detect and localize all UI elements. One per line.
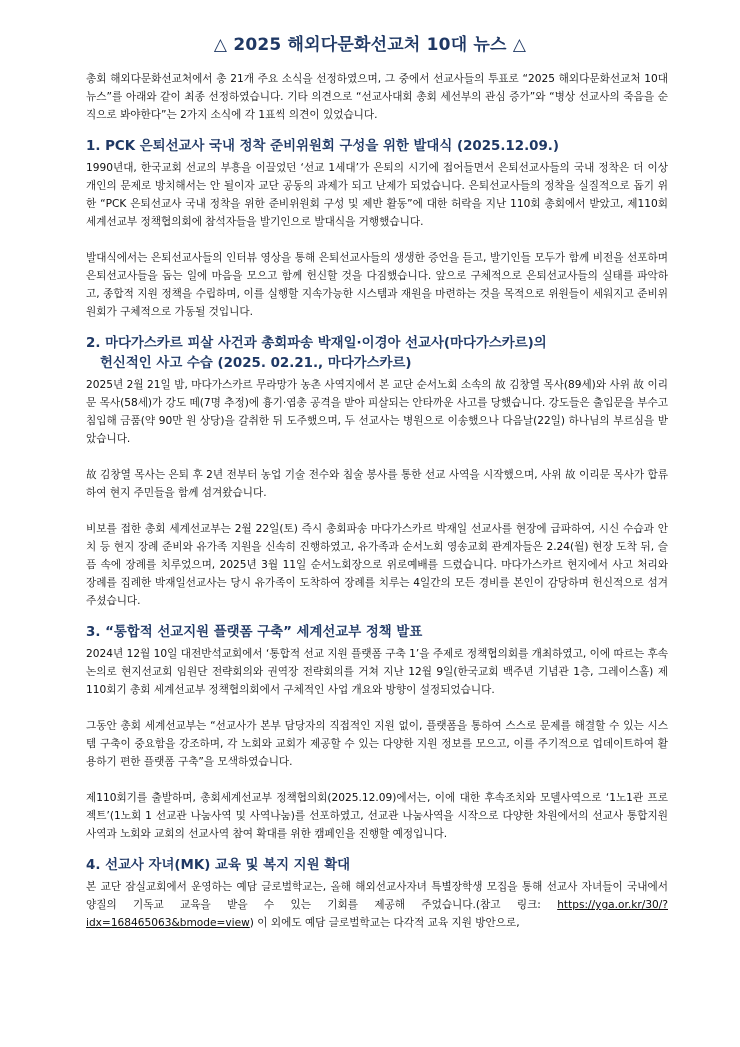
section-paragraph: 비보를 접한 총회 세계선교부는 2월 22일(토) 즉시 총회파송 마다가스카르 박재일 선교사를 현장에 급파하여, 시신 수습과 안치 등 현지 장례 준비와 유가족 지원을 신속히 진행하였고, 유가족과 순서노회 영송교회 관계자들은 2.24(월) 현장 도착 뒤, 슬픔 속에 장례를 치루었으며, 2025년 3월 11일 순서노회장으로 위로예배를 드렸습니다. 마다가스카르 현지에서 사고 처리와 장례를 집례한 박재일선교사는 당시 유가족이 도착하여 장례를 치루는 4일간의 모든 경비를 본인이 감당하며 헌신적으로 섬겨주셨습니다. <box>86 523 668 607</box>
news-section-3 <box>86 623 668 843</box>
section-paragraph: 故 김창열 목사는 은퇴 후 2년 전부터 농업 기술 전수와 침술 봉사를 통한 선교 사역을 시작했으며, 사위 故 이리문 목사가 합류하여 현지 주민들을 함께 섬겨왔습니다. <box>86 469 668 499</box>
title-text: 2025 해외다문화선교처 10대 뉴스 <box>233 35 507 55</box>
section-heading: 1. PCK 은퇴선교사 국내 정착 준비위원회 구성을 위한 발대식 (2025.12.09.) <box>86 139 559 154</box>
section-paragraph: 그동안 총회 세계선교부는 “선교사가 본부 담당자의 직접적인 지원 없이, 플랫폼을 통하여 스스로 문제를 해결할 수 있는 시스템 구축이 중요함을 강조하며, 각 노회와 교회가 제공할 수 있는 다양한 지원 정보를 모으고, 이를 주기적으로 업데이트하여 활용하기 편한 플랫폼 구축”을 모색하였습니다. <box>86 720 668 768</box>
section-heading <box>86 334 668 374</box>
section-paragraph: 2025년 2월 21일 밤, 마다가스카르 무라망가 농촌 사역지에서 본 교단 순서노회 소속의 故 김창열 목사(89세)와 사위 故 이리문 목사(58세)가 강도 떼(7명 추정)에 흉기·엽총 공격을 받아 피살되는 안타까운 사고를 당했습니다. 강도들은 출입문을 부수고 침입해 금품(약 90만 원 상당)을 갈취한 뒤 도주했으며, 두 선교사는 병원으로 이송했으나 다음날(22일) 하나님의 부르심을 받았습니다. <box>86 379 668 445</box>
section-paragraph: 제110회기를 출발하며, 총회세계선교부 정책협의회(2025.12.09)에서는, 이에 대한 후속조치와 모델사역으로 ‘1노1관 프로젝트’(1노회 1 선교관 나눔사역 및 사역나눔)를 선포하였고, 선교관 나눔사역을 시작으로 다양한 차원에서의 선교사 통합지원 사역과 노회와 교회의 선교사역 참여 확대를 위한 캠페인을 진행할 예정입니다. <box>86 792 668 840</box>
document-body <box>86 70 668 932</box>
section-paragraph <box>86 878 668 932</box>
section-heading: 4. 선교사 자녀(MK) 교육 및 복지 지원 확대 <box>86 858 351 873</box>
section-heading-line1: 2. 마다가스카르 피살 사건과 총회파송 박재일·이경아 선교사(마다가스카르)의 <box>86 336 547 351</box>
triangle-icon: △ <box>512 35 527 55</box>
paragraph-text-continued: ) 이 외에도 예담 글로벌학교는 다각적 교육 지원 방안으로, <box>249 917 520 929</box>
section-heading: 3. “통합적 선교지원 플랫폼 구축” 세계선교부 정책 발표 <box>86 625 423 640</box>
reference-link[interactable]: https://yga.or.kr/30/?idx=168465063&bmode=view <box>86 899 668 929</box>
news-section-2 <box>86 334 668 610</box>
section-paragraph: 발대식에서는 은퇴선교사들의 인터뷰 영상을 통해 은퇴선교사들의 생생한 증언을 듣고, 발기인들 모두가 함께 비전을 선포하며 은퇴선교사들을 돕는 일에 마음을 모으고 함께 헌신할 것을 다짐했습니다. 앞으로 구체적으로 은퇴선교사들의 실태를 파악하고, 종합적 지원 정책을 수립하며, 이를 실행할 지속가능한 시스템과 재원을 마련하는 것을 목적으로 위원들이 세워지고 준비위원회가 구체적으로 가동될 것입니다. <box>86 252 668 318</box>
section-heading-line2: 헌신적인 사고 수습 (2025. 02.21., 마다가스카르) <box>100 356 412 371</box>
news-section-4 <box>86 856 668 932</box>
paragraph-text: 본 교단 잠실교회에서 운영하는 예담 글로벌학교는, 올해 해외선교사자녀 특별장학생 모집을 통해 선교사 자녀들이 국내에서 양질의 기독교 교육을 받을 수 있는 기회를 제공해 주었습니다.(참고 링크: <box>86 881 668 911</box>
intro-paragraph: 총회 해외다문화선교처에서 총 21개 주요 소식을 선정하였으며, 그 중에서 선교사들의 투표로 “2025 해외다문화선교처 10대 뉴스”를 아래와 같이 최종 선정하였습니다. 기타 의견으로 “선교사대회 총회 세선부의 관심 증가”와 “병상 선교사의 죽음을 순직으로 봐야한다”는 2가지 소식에 각 1표씩 의견이 있었습니다. <box>86 73 668 121</box>
page-title <box>0 30 740 55</box>
triangle-icon: △ <box>213 35 228 55</box>
section-paragraph: 1990년대, 한국교회 선교의 부흥을 이끌었던 ‘선교 1세대’가 은퇴의 시기에 접어들면서 은퇴선교사들의 국내 정착은 더 이상 개인의 문제로 방치해서는 안 될이자 교단 공동의 과제가 되고 난제가 되었습니다. 은퇴선교사들의 정착을 실질적으로 돕기 위한 “PCK 은퇴선교사 국내 정착을 위한 준비위원회 구성 및 제반 활동”에 대한 허락을 지난 110회 총회에서 받았고, 제110회 세계선교부 정책협의회에 참석자들을 발기인으로 발대식을 거행했습니다. <box>86 162 668 228</box>
news-section-1 <box>86 137 668 321</box>
section-paragraph: 2024년 12월 10일 대전반석교회에서 ‘통합적 선교 지원 플랫폼 구축 1’을 주제로 정책협의회를 개최하였고, 이에 따르는 후속 논의로 현지선교회 임원단 전략회의와 권역장 전략회의를 거쳐 지난 12월 9일(한국교회 백주년 기념관 1층, 그레이스홀) 제110회기 총회 세계선교부 정책협의회에서 구체적인 사업 개요와 방향이 설정되었습니다. <box>86 648 668 696</box>
